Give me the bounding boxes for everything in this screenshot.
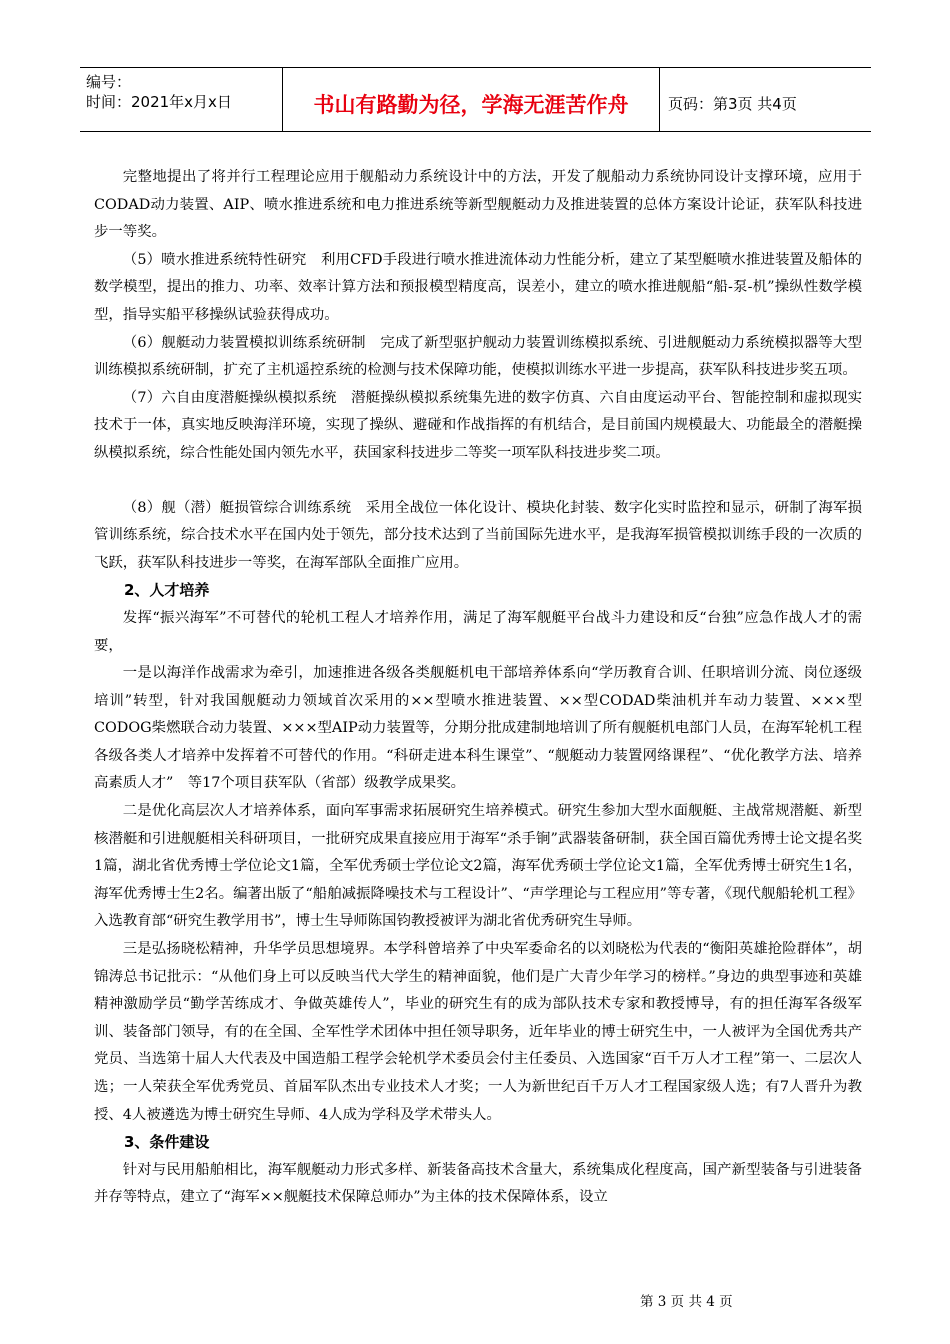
number-label: 编号：: [86, 73, 132, 91]
paragraph: 二是优化高层次人才培养体系，面向军事需求拓展研究生培养模式。研究生参加大型水面舰艇、主战常规潜艇、新型核潜艇和引进舰艇相关科研项目，一批研究成果直接应用于海军“杀手锏”武器装备研制，获全国百篇优秀博士论文提名奖1篇，湖北省优秀博士学位论文1篇，全军优秀硕士学位论文2篇，海军优秀硕士学位论文1篇，全军优秀博士研究生1名，海军优秀博士生2名。编著出版了“船舶减振降噪技术与工程设计”、“声学理论与工程应用”等专著，《现代舰船轮机工程》入选教育部“研究生教学用书”，博士生导师陈国钧教授被评为湖北省优秀研究生导师。: [94, 803, 862, 930]
footer-page-number: 第 3 页 共 4 页: [640, 1294, 733, 1310]
paragraph: （5）喷水推进系统特性研究 利用CFD手段进行喷水推进流体动力性能分析，建立了某型艇喷水推进装置及船体的数学模型，提出的推力、功率、效率计算方法和预报模型精度高，误差小，建立的喷水推进舰船“船-泵-机”操纵性数学模型，指导实船平移操纵试验获得成功。: [94, 251, 862, 323]
section-heading-conditions: 3、条件建设: [124, 1133, 210, 1152]
section-heading-talent: 2、人才培养: [124, 581, 210, 600]
paragraph: 发挥“振兴海军”不可替代的轮机工程人才培养作用，满足了海军舰艇平台战斗力建设和反“台独”应急作战人才的需要，: [94, 609, 862, 654]
paragraph: 针对与民用船舶相比，海军舰艇动力形式多样、新装备高技术含量大，系统集成化程度高，国产新型装备与引进装备并存等特点，建立了“海军××舰艇技术保障总师办”为主体的技术保障体系，设立: [94, 1161, 862, 1206]
date-label: 时间：2021年x月x日: [86, 93, 232, 111]
paragraph: （8）舰（潜）艇损管综合训练系统 采用全战位一体化设计、模块化封装、数字化实时监控和显示，研制了海军损管训练系统，综合技术水平在国内处于领先，部分技术达到了当前国际先进水平，是我海军损管模拟训练手段的一次质的飞跃，获军队科技进步一等奖，在海军部队全面推广应用。: [94, 499, 862, 571]
page-info: 页码：第3页 共4页: [668, 95, 797, 113]
paragraph: 三是弘扬晓松精神，升华学员思想境界。本学科曾培养了中央军委命名的以刘晓松为代表的“衡阳英雄抢险群体”，胡锦涛总书记批示：“从他们身上可以反映当代大学生的精神面貌，他们是广大青少年学习的榜样。”身边的典型事迹和英雄精神激励学员“勤学苦练成才、争做英雄传人”，毕业的研究生有的成为部队技术专家和教授博导，有的担任海军各级军训、装备部门领导，有的在全国、全军性学术团体中担任领导职务，近年毕业的博士研究生中，一人被评为全国优秀共产党员、当选第十届人大代表及中国造船工程学会轮机学术委员会付主任委员、入选国家“百千万人才工程”第一、二层次人选；一人荣获全军优秀党员、首届军队杰出专业技术人才奖；一人为新世纪百千万人才工程国家级人选；有7人晋升为教授、4人被遴选为博士研究生导师、4人成为学科及学术带头人。: [94, 941, 862, 1123]
motto: 书山有路勤为径，学海无涯苦作舟: [283, 68, 660, 131]
document-body: [94, 164, 862, 1212]
paragraph: 完整地提出了将并行工程理论应用于舰船动力系统设计中的方法，开发了舰船动力系统协同设计支撑环境，应用于CODAD动力装置、AIP、喷水推进系统和电力推进系统等新型舰艇动力及推进装置的总体方案设计论证，获军队科技进步一等奖。: [94, 169, 862, 241]
paragraph: （7）六自由度潜艇操纵模拟系统 潜艇操纵模拟系统集先进的数字仿真、六自由度运动平台、智能控制和虚拟现实技术于一体，真实地反映海洋环境，实现了操纵、避碰和作战指挥的有机结合，是目前国内规模最大、功能最全的潜艇操纵模拟系统，综合性能处国内领先水平，获国家科技进步二等奖一项军队科技进步奖二项。: [94, 389, 862, 461]
page-header: [80, 67, 871, 132]
paragraph: 一是以海洋作战需求为牵引，加速推进各级各类舰艇机电干部培养体系向“学历教育合训、任职培训分流、岗位逐级培训”转型，针对我国舰艇动力领域首次采用的××型喷水推进装置、××型CODAD柴油机并车动力装置、×××型CODOG柴燃联合动力装置、×××型AIP动力装置等，分期分批成建制地培训了所有舰艇机电部门人员，在海军轮机工程各级各类人才培养中发挥着不可替代的作用。“科研走进本科生课堂”、“舰艇动力装置网络课程”、“优化教学方法、培养高素质人才” 等17个项目获军队（省部）级教学成果奖。: [94, 665, 862, 792]
paragraph: （6）舰艇动力装置模拟训练系统研制 完成了新型驱护舰动力装置训练模拟系统、引进舰艇动力系统模拟器等大型训练模拟系统研制，扩充了主机遥控系统的检测与技术保障功能，使模拟训练水平进一步提高，获军队科技进步奖五项。: [94, 334, 862, 379]
header-meta: [80, 68, 283, 131]
